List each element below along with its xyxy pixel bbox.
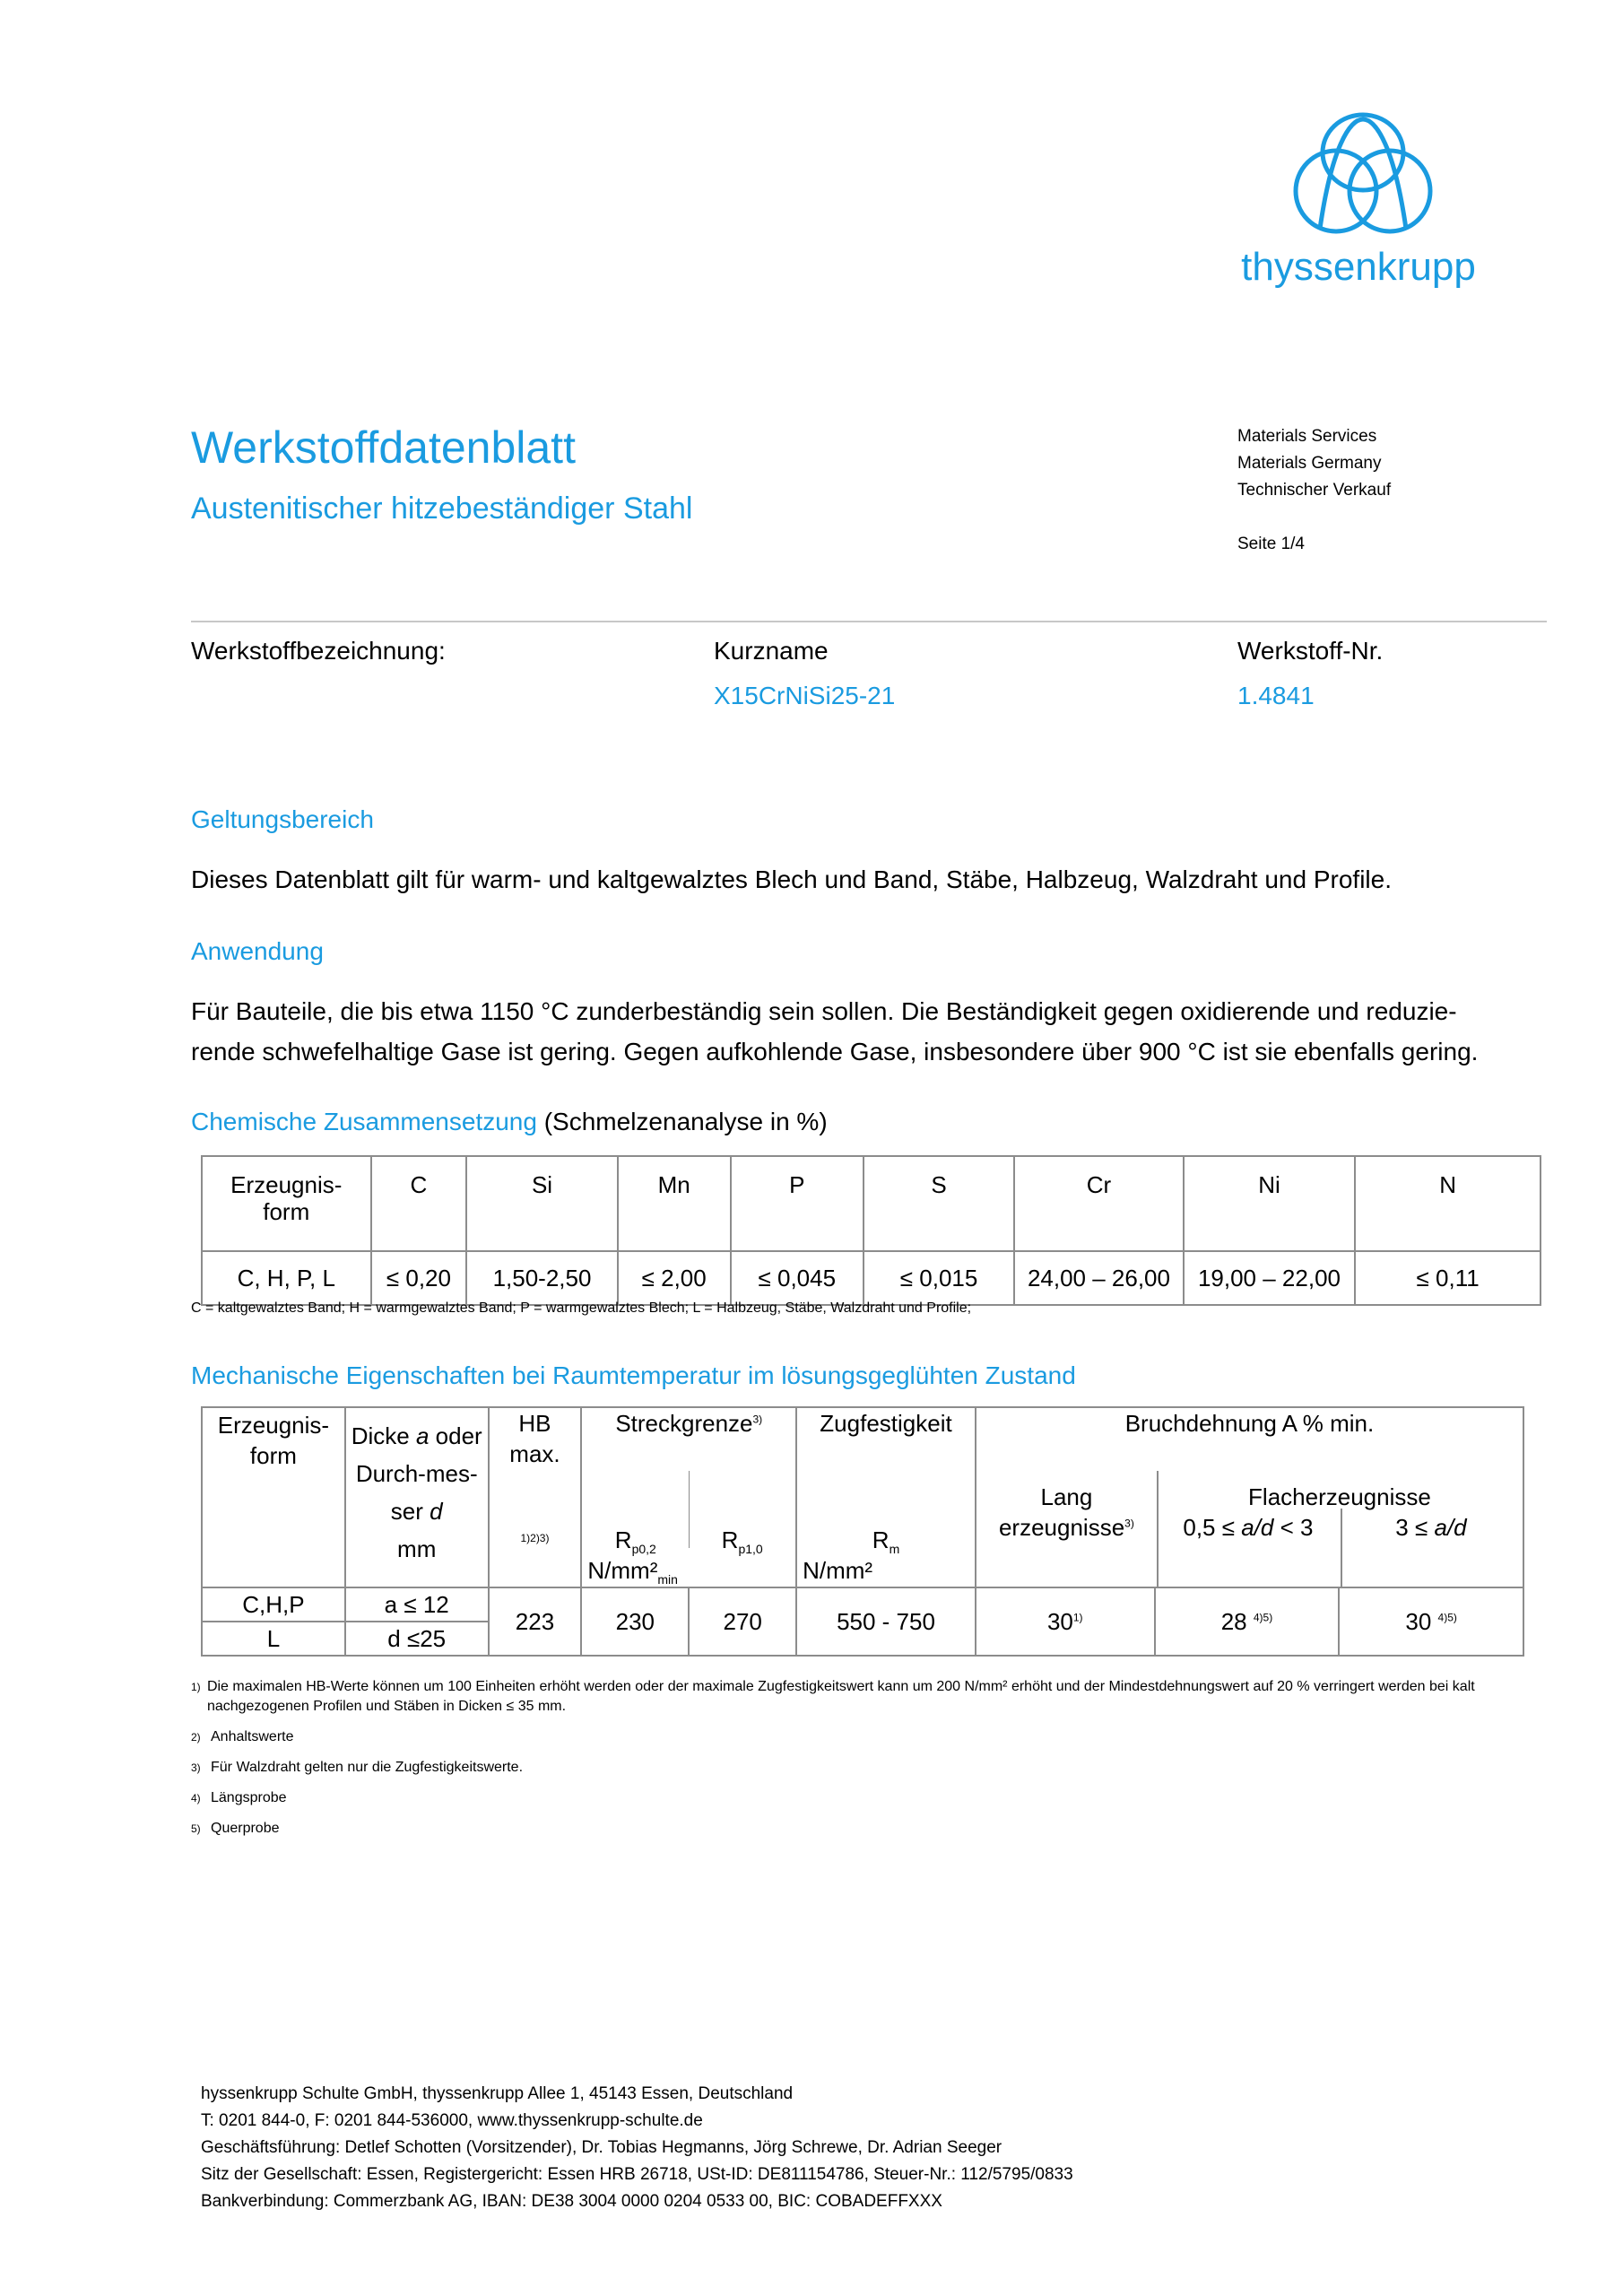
- footnote-text: Die maximalen HB-Werte können um 100 Einheiten erhöht werden oder der maximale Zugfestigkeitswert kann um 200 N/mm² erhöht und der Mindestdehnungswert auf 20 % verringert werden bei kalt nachgezogenen Profilen und Stäben in Dicken ≤ 35 mm.: [206, 1679, 1475, 1714]
- mechanical-properties-table: [201, 1406, 1524, 1657]
- table-cell: 270: [689, 1587, 796, 1656]
- header-text: R: [614, 1526, 632, 1553]
- header-text: Streckgrenze: [615, 1410, 753, 1437]
- inner-divider: [1341, 1509, 1342, 1587]
- table-cell: 1,50-2,50: [466, 1251, 617, 1305]
- header-text: Lang: [1040, 1483, 1093, 1510]
- table-cell: 24,00 – 26,00: [1014, 1251, 1184, 1305]
- header-text: oder: [435, 1422, 482, 1449]
- header-text: a/d: [1434, 1514, 1467, 1541]
- header-text: ser: [390, 1498, 423, 1525]
- footer-line: Bankverbindung: Commerzbank AG, IBAN: DE38 3004 0000 0204 0533 00, BIC: COBADEFFXXX: [201, 2192, 942, 2211]
- table-cell: [1339, 1587, 1523, 1656]
- footnote-ref: 4)5): [1253, 1611, 1273, 1624]
- header-text: max.: [509, 1440, 560, 1467]
- department-line: Materials Germany: [1237, 454, 1382, 473]
- header-text: Bruchdehnung A % min.: [1124, 1410, 1375, 1437]
- table-cell: C,H,P: [202, 1587, 345, 1622]
- header-cell: Mn: [618, 1156, 731, 1251]
- footnote-ref: 3): [752, 1413, 763, 1426]
- footnote: [191, 1727, 1536, 1747]
- brand-name: thyssenkrupp: [1241, 245, 1476, 289]
- header-text: HB: [518, 1410, 551, 1437]
- header-cell: C: [371, 1156, 467, 1251]
- company-footer: [201, 2081, 1073, 2215]
- header-text: p0,2: [631, 1542, 656, 1557]
- short-name-label: Kurzname: [714, 637, 829, 665]
- footnote: [191, 1788, 1536, 1808]
- cell-value: 30: [1405, 1608, 1432, 1635]
- header-text: Zugfestigkeit: [820, 1410, 952, 1437]
- header-cell: Cr: [1014, 1156, 1184, 1251]
- footnote-number: 1): [191, 1681, 201, 1693]
- header-cell: Ni: [1184, 1156, 1356, 1251]
- application-line: Für Bauteile, die bis etwa 1150 °C zunderbeständig sein sollen. Die Beständigkeit gegen oxidierende und reduzie-: [191, 997, 1457, 1025]
- table-row: [202, 1587, 1523, 1622]
- page-title: Werkstoffdatenblatt: [191, 422, 576, 473]
- scope-heading: Geltungsbereich: [191, 805, 374, 833]
- table-cell: 230: [581, 1587, 689, 1656]
- footnote-number: 2): [191, 1731, 201, 1744]
- table-header-row: [202, 1407, 1523, 1587]
- table-cell: L: [202, 1622, 345, 1656]
- table-cell: [1155, 1587, 1340, 1656]
- material-number-value: 1.4841: [1237, 682, 1315, 709]
- page-subtitle: Austenitischer hitzebeständiger Stahl: [191, 491, 693, 526]
- header-text: p1,0: [738, 1542, 763, 1557]
- footnote-ref: 4)5): [1437, 1611, 1457, 1624]
- header-text: Dicke: [351, 1422, 410, 1449]
- footnote-number: 3): [191, 1761, 201, 1774]
- header-text: 3 ≤: [1395, 1514, 1435, 1541]
- footer-line: Geschäftsführung: Detlef Schotten (Vorsitzender), Dr. Tobias Hegmanns, Jörg Schrewe, Dr. Adrian Seeger: [201, 2138, 1002, 2157]
- short-name-value: X15CrNiSi25-21: [714, 682, 896, 709]
- footnote: [191, 1677, 1536, 1717]
- footnote-ref: 3): [1124, 1517, 1134, 1530]
- footnotes: [191, 1677, 1536, 1849]
- header-text: R: [721, 1526, 739, 1553]
- header-cell: N: [1355, 1156, 1541, 1251]
- header-cell-elongation: [976, 1407, 1523, 1587]
- table-cell: ≤ 0,015: [864, 1251, 1014, 1305]
- application-text: [191, 991, 1554, 1072]
- footnote-text: Längsprobe: [211, 1790, 287, 1805]
- footnote-text: Für Walzdraht gelten nur die Zugfestigkeitswerte.: [211, 1760, 524, 1775]
- application-line: rende schwefelhaltige Gase ist gering. Gegen aufkohlende Gase, insbesondere über 900 °C ist sie ebenfalls gering.: [191, 1038, 1479, 1065]
- table-header-row: [202, 1156, 1541, 1251]
- mechanical-heading: Mechanische Eigenschaften bei Raumtemperatur im lösungsgeglühten Zustand: [191, 1361, 1076, 1389]
- footnote-ref: 1): [1072, 1611, 1083, 1624]
- header-text: d: [430, 1498, 443, 1525]
- footnote-ref: 1)2)3): [520, 1532, 550, 1544]
- application-heading: Anwendung: [191, 937, 324, 965]
- header-text: a/d: [1241, 1514, 1274, 1541]
- header-text: a: [415, 1422, 430, 1449]
- table-cell: ≤ 0,045: [731, 1251, 864, 1305]
- footnote: [191, 1758, 1536, 1778]
- header-cell-hb: [489, 1407, 582, 1587]
- footer-line: hyssenkrupp Schulte GmbH, thyssenkrupp Allee 1, 45143 Essen, Deutschland: [201, 2084, 794, 2103]
- footer-line: T: 0201 844-0, F: 0201 844-536000, www.thyssenkrupp-schulte.de: [201, 2111, 703, 2130]
- cell-value: 28: [1220, 1608, 1247, 1635]
- chemical-heading: [191, 1108, 828, 1136]
- designation-label: Werkstoffbezeichnung:: [191, 637, 446, 665]
- thyssenkrupp-logo: [1228, 112, 1497, 309]
- chemical-composition-table: [201, 1155, 1541, 1306]
- divider: [191, 621, 1547, 622]
- table-cell: 223: [489, 1587, 582, 1656]
- header-text: erzeugnisse: [998, 1514, 1125, 1541]
- footnote-number: 5): [191, 1822, 201, 1835]
- header-text: Durch-mes-: [355, 1460, 478, 1487]
- header-text: < 3: [1273, 1514, 1314, 1541]
- header-text: R: [872, 1526, 890, 1553]
- header-cell-form: [202, 1407, 345, 1587]
- department-line: Materials Services: [1237, 427, 1377, 446]
- header-text: Flacherzeugnisse: [1248, 1483, 1431, 1510]
- table-cell: ≤ 0,20: [371, 1251, 467, 1305]
- table-cell: a ≤ 12: [345, 1587, 489, 1622]
- department-line: Technischer Verkauf: [1237, 481, 1392, 500]
- table-cell: d ≤25: [345, 1622, 489, 1656]
- inner-divider: [1157, 1471, 1159, 1587]
- header-cell-yield: [581, 1407, 796, 1587]
- chemical-heading-title: Chemische Zusammensetzung: [191, 1108, 537, 1135]
- table-cell: ≤ 2,00: [618, 1251, 731, 1305]
- header-cell: S: [864, 1156, 1014, 1251]
- header-text: mm: [397, 1535, 437, 1562]
- unit-label: min: [657, 1572, 678, 1587]
- table-cell: ≤ 0,11: [1355, 1251, 1541, 1305]
- inner-divider: [689, 1471, 690, 1548]
- header-cell-thickness: [345, 1407, 489, 1587]
- header-cell-tensile: [796, 1407, 976, 1587]
- header-text: m: [889, 1542, 900, 1557]
- material-number-label: Werkstoff-Nr.: [1237, 637, 1384, 665]
- table-row: [202, 1251, 1541, 1305]
- unit-label: N/mm²: [803, 1557, 873, 1584]
- unit-label: N/mm²: [587, 1557, 658, 1584]
- header-cell: P: [731, 1156, 864, 1251]
- header-cell: Si: [466, 1156, 617, 1251]
- page-number: Seite 1/4: [1237, 535, 1305, 553]
- header-text: form: [249, 1442, 297, 1469]
- scope-text: Dieses Datenblatt gilt für warm- und kaltgewalztes Blech und Band, Stäbe, Halbzeug, Walzdraht und Profile.: [191, 865, 1392, 893]
- three-rings-icon: [1291, 112, 1435, 238]
- header-text: 0,5 ≤: [1183, 1514, 1242, 1541]
- header-cell: Erzeugnis- form: [202, 1156, 371, 1251]
- table-cell: [976, 1587, 1155, 1656]
- cell-value: 30: [1046, 1608, 1073, 1635]
- footer-line: Sitz der Gesellschaft: Essen, Registergericht: Essen HRB 26718, USt-ID: DE811154786, Steuer-Nr.: 112/5795/0833: [201, 2165, 1073, 2184]
- department-info: [1237, 423, 1391, 558]
- table-cell: 550 - 750: [796, 1587, 976, 1656]
- footnote-text: Querprobe: [211, 1821, 280, 1836]
- chemical-footnote: C = kaltgewalztes Band; H = warmgewalztes Band; P = warmgewalztes Blech; L = Halbzeug, Stäbe, Walzdraht und Profile;: [191, 1300, 972, 1316]
- table-cell: C, H, P, L: [202, 1251, 371, 1305]
- table-cell: 19,00 – 22,00: [1184, 1251, 1356, 1305]
- header-text: Erzeugnis-: [217, 1412, 330, 1439]
- footnote: [191, 1819, 1536, 1839]
- footnote-text: Anhaltswerte: [211, 1729, 294, 1744]
- chemical-heading-suffix: (Schmelzenanalyse in %): [536, 1108, 828, 1135]
- footnote-number: 4): [191, 1792, 201, 1805]
